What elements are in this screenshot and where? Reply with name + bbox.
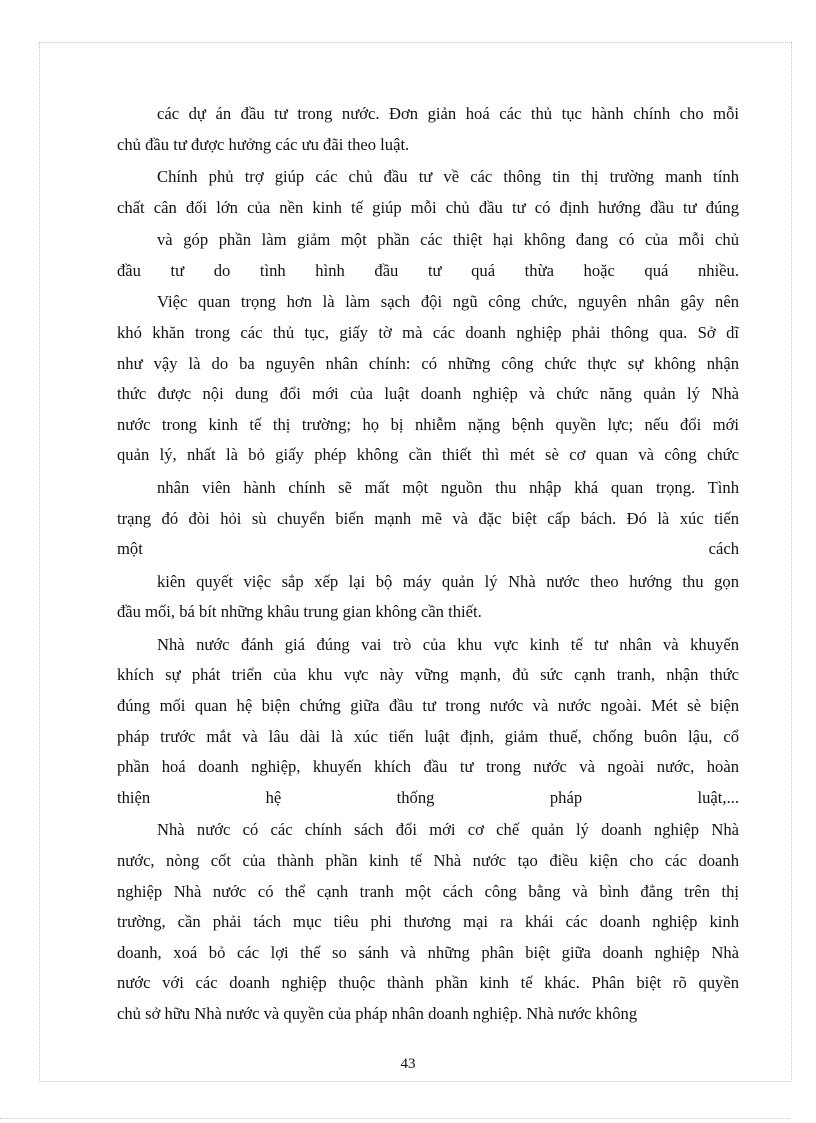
text-line: quản lý, nhất là bỏ giấy phép không cần thiết thì mét sè cơ quan và công chức [117, 445, 739, 465]
text-line: đúng mối quan hệ biện chứng giữa đầu tư trong nước và nước ngoài. Mét sè biện [117, 696, 739, 716]
text-line: thức được nội dung đổi mới của luật doanh nghiệp và chức năng quản lý Nhà [117, 384, 739, 404]
text-line: đầu mối, bá bít những khâu trung gian không cần thiết. [117, 602, 482, 622]
page-number: 43 [400, 1056, 416, 1072]
text-line: nước, nòng cốt của thành phần kinh tế Nhà nước tạo điều kiện cho các doanh [117, 850, 739, 870]
text-line: khó khăn trong các thủ tục, giấy tờ mà các doanh nghiệp phải thông qua. Sở dĩ [117, 323, 739, 343]
text-line: chủ sở hữu Nhà nước và quyền của pháp nhân doanh nghiệp. Nhà nước không [117, 1004, 638, 1023]
text-line: kiên quyết việc sắp xếp lại bộ máy quản lý Nhà nước theo hướng thu gọn [157, 571, 739, 591]
text-line: trạng đó đòi hỏi sù chuyển biến mạnh mẽ và đặc biệt cấp bách. Đó là xúc tiến [117, 508, 739, 528]
text-line: Việc quan trọng hơn là làm sạch đội ngũ công chức, nguyên nhân gây nên [157, 292, 739, 312]
text-line: phần hoá doanh nghiệp, khuyến khích đầu tư trong nước và ngoài nước, hoàn [117, 757, 739, 777]
text-line: như vậy là do ba nguyên nhân chính: có những công chức thực sự không nhận [117, 353, 739, 373]
text-line: trường, cần phải tách mục tiêu phi thương mại ra khái các doanh nghiệp kinh [117, 912, 739, 932]
text-line: nghiệp Nhà nước có thể cạnh tranh một cách công bằng và bình đẳng trên thị [117, 881, 739, 901]
text-line: Nhà nước đánh giá đúng vai trò của khu vực kinh tế tư nhân và khuyến [157, 634, 739, 654]
text-line: doanh, xoá bỏ các lợi thế so sánh và những phân biệt giữa doanh nghiệp Nhà [117, 942, 739, 962]
text-line: chất cân đối lớn của nền kinh tế giúp mỗi chủ đầu tư có định hướng đầu tư đúng [117, 197, 739, 217]
text-line: Chính phủ trợ giúp các chủ đầu tư về các thông tin thị trường manh tính [157, 167, 739, 187]
text-line: chủ đầu tư được hưởng các ưu đãi theo luật. [117, 134, 410, 154]
text-line: Nhà nước có các chính sách đổi mới cơ chế quản lý doanh nghiệp Nhà [157, 820, 739, 840]
text-line: nhân viên hành chính sẽ mất một nguồn thu nhập khá quan trọng. Tình [157, 477, 739, 497]
text-line: đầu tư do tình hình đầu tư quá thừa hoặc quá nhiều. [117, 260, 739, 280]
text-line: nước trong kinh tế thị trường; họ bị nhiễm nặng bệnh quyền lực; nếu đổi mới [117, 414, 739, 434]
text-line: một cách [117, 539, 739, 559]
text-line: khích sự phát triển của khu vực này vững mạnh, đủ sức cạnh tranh, nhận thức [117, 665, 739, 685]
text-line: pháp trước mắt và lâu dài là xúc tiến luật định, giảm thuế, chống buôn lậu, cổ [117, 726, 739, 746]
bottom-dotted-rule [0, 1118, 790, 1119]
text-line: và góp phần làm giảm một phần các thiệt hại không đang có của mỗi chủ [157, 230, 739, 250]
text-line: thiện hệ thống pháp luật,... [117, 787, 739, 807]
text-line: nước với các doanh nghiệp thuộc thành phần kinh tế khác. Phân biệt rõ quyền [117, 973, 739, 993]
text-line: các dự án đầu tư trong nước. Đơn giản hoá các thủ tục hành chính cho mỗi [157, 104, 739, 123]
